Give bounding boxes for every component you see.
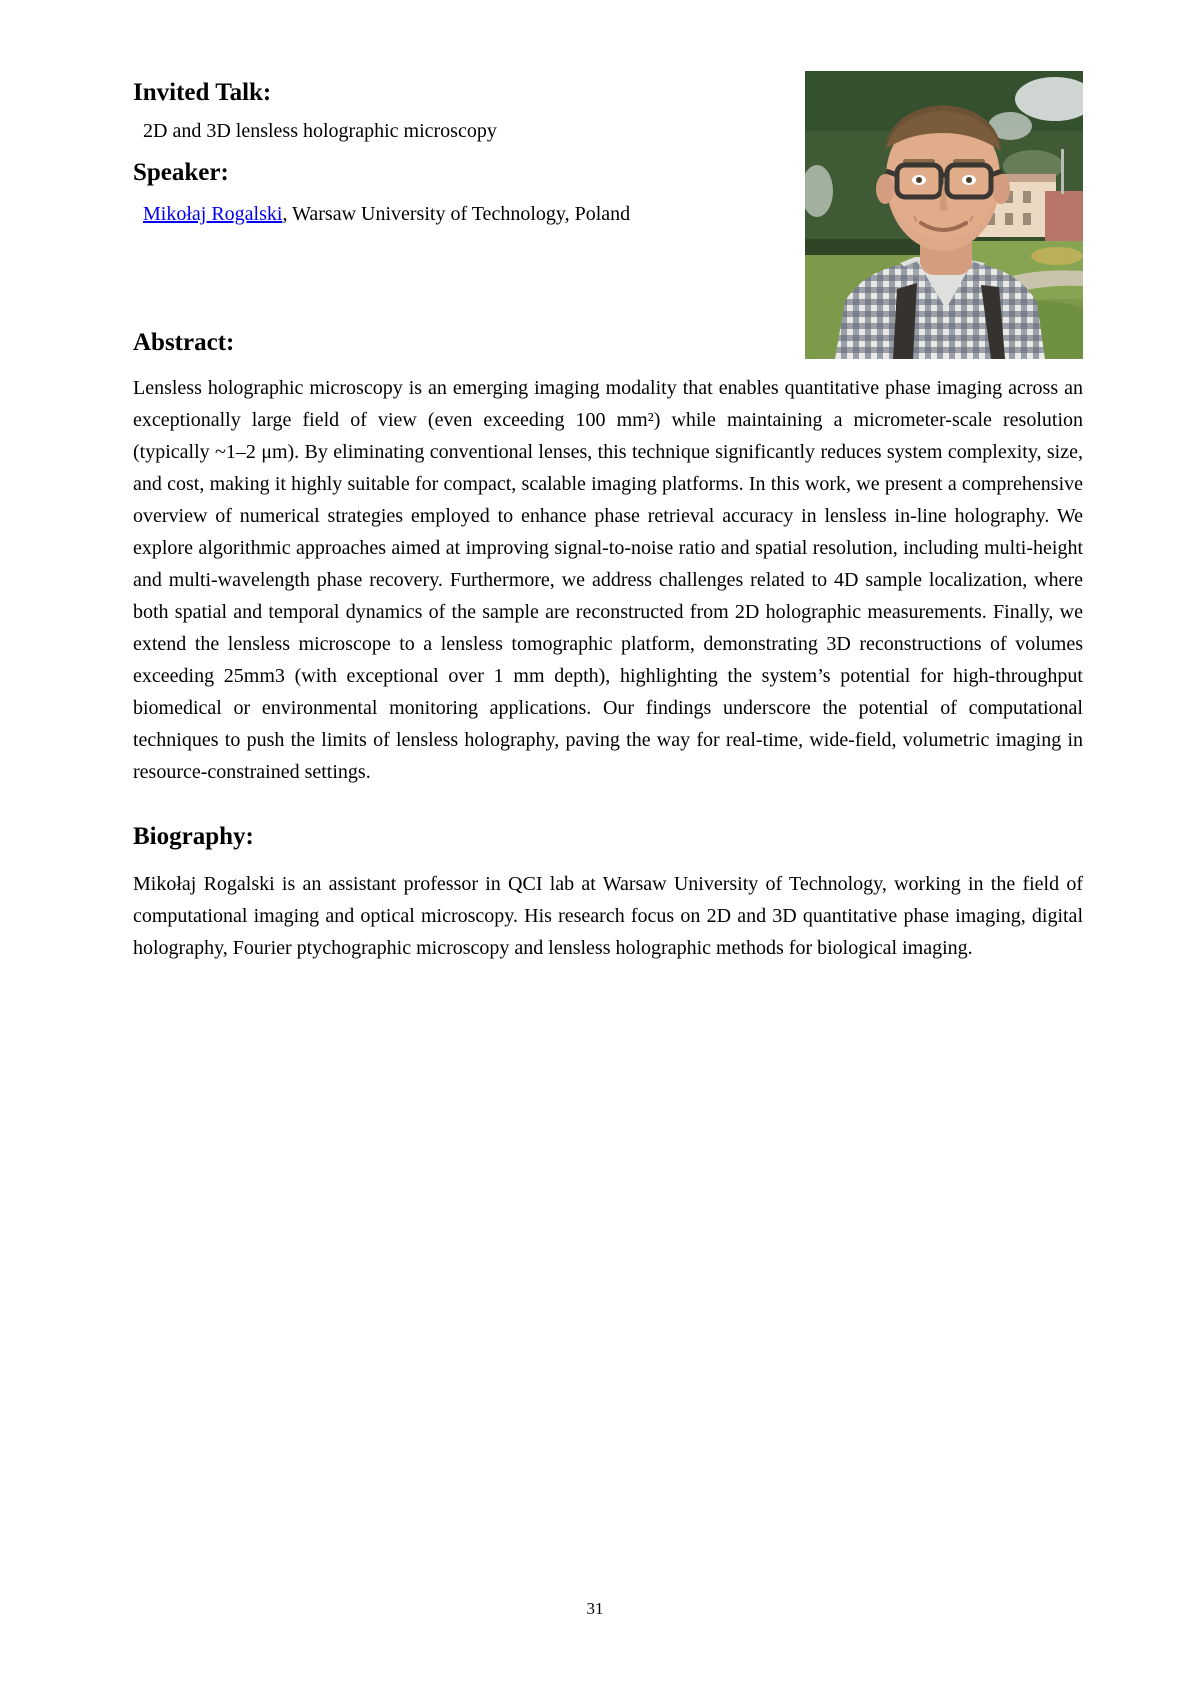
speaker-heading: Speaker: — [133, 159, 229, 186]
page-number: 31 — [586, 1599, 604, 1618]
biography-heading: Biography: — [133, 823, 254, 850]
abstract-heading: Abstract: — [133, 329, 235, 356]
speaker-name-link[interactable]: Mikołaj Rogalski — [143, 203, 283, 225]
speaker-line — [143, 201, 630, 227]
abstract-body: Lensless holographic microscopy is an emerging imaging modality that enables quantitative phase imaging across an exceptionally large field of view (even exceeding 100 mm²) while maintaining a micrometer-scale resolution (typically ~1–2 μm). By eliminating conventional lenses, this technique significantly reduces system complexity, size, and cost, making it highly suitable for compact, scalable imaging platforms. In this work, we present a comprehensive overview of numerical strategies employed to enhance phase retrieval accuracy in lensless in-line holography. We explore algorithmic approaches aimed at improving signal-to-noise ratio and spatial resolution, including multi-height and multi-wavelength phase recovery. Furthermore, we address challenges related to 4D sample localization, where both spatial and temporal dynamics of the sample are reconstructed from 2D holographic measurements. Finally, we extend the lensless microscope to a lensless tomographic platform, demonstrating 3D reconstructions of volumes exceeding 25mm3 (with exceptional over 1 mm depth), highlighting the system’s potential for high-throughput biomedical or environmental monitoring applications. Our findings underscore the potential of computational techniques to push the limits of lensless holography, paving the way for real-time, wide-field, volumetric imaging in resource-constrained settings. — [133, 377, 1083, 783]
speaker-photo — [805, 71, 1083, 359]
biography-body: Mikołaj Rogalski is an assistant professor in QCI lab at Warsaw University of Technology, working in the field of computational imaging and optical microscopy. His research focus on 2D and 3D quantitative phase imaging, digital holography, Fourier ptychographic microscopy and lensless holographic methods for biological imaging. — [133, 873, 1083, 959]
invited-talk-heading: Invited Talk: — [133, 79, 272, 106]
talk-title: 2D and 3D lensless holographic microscopy — [143, 120, 497, 142]
speaker-portrait-illustration — [805, 71, 1083, 359]
speaker-affiliation: , Warsaw University of Technology, Poland — [282, 203, 631, 225]
